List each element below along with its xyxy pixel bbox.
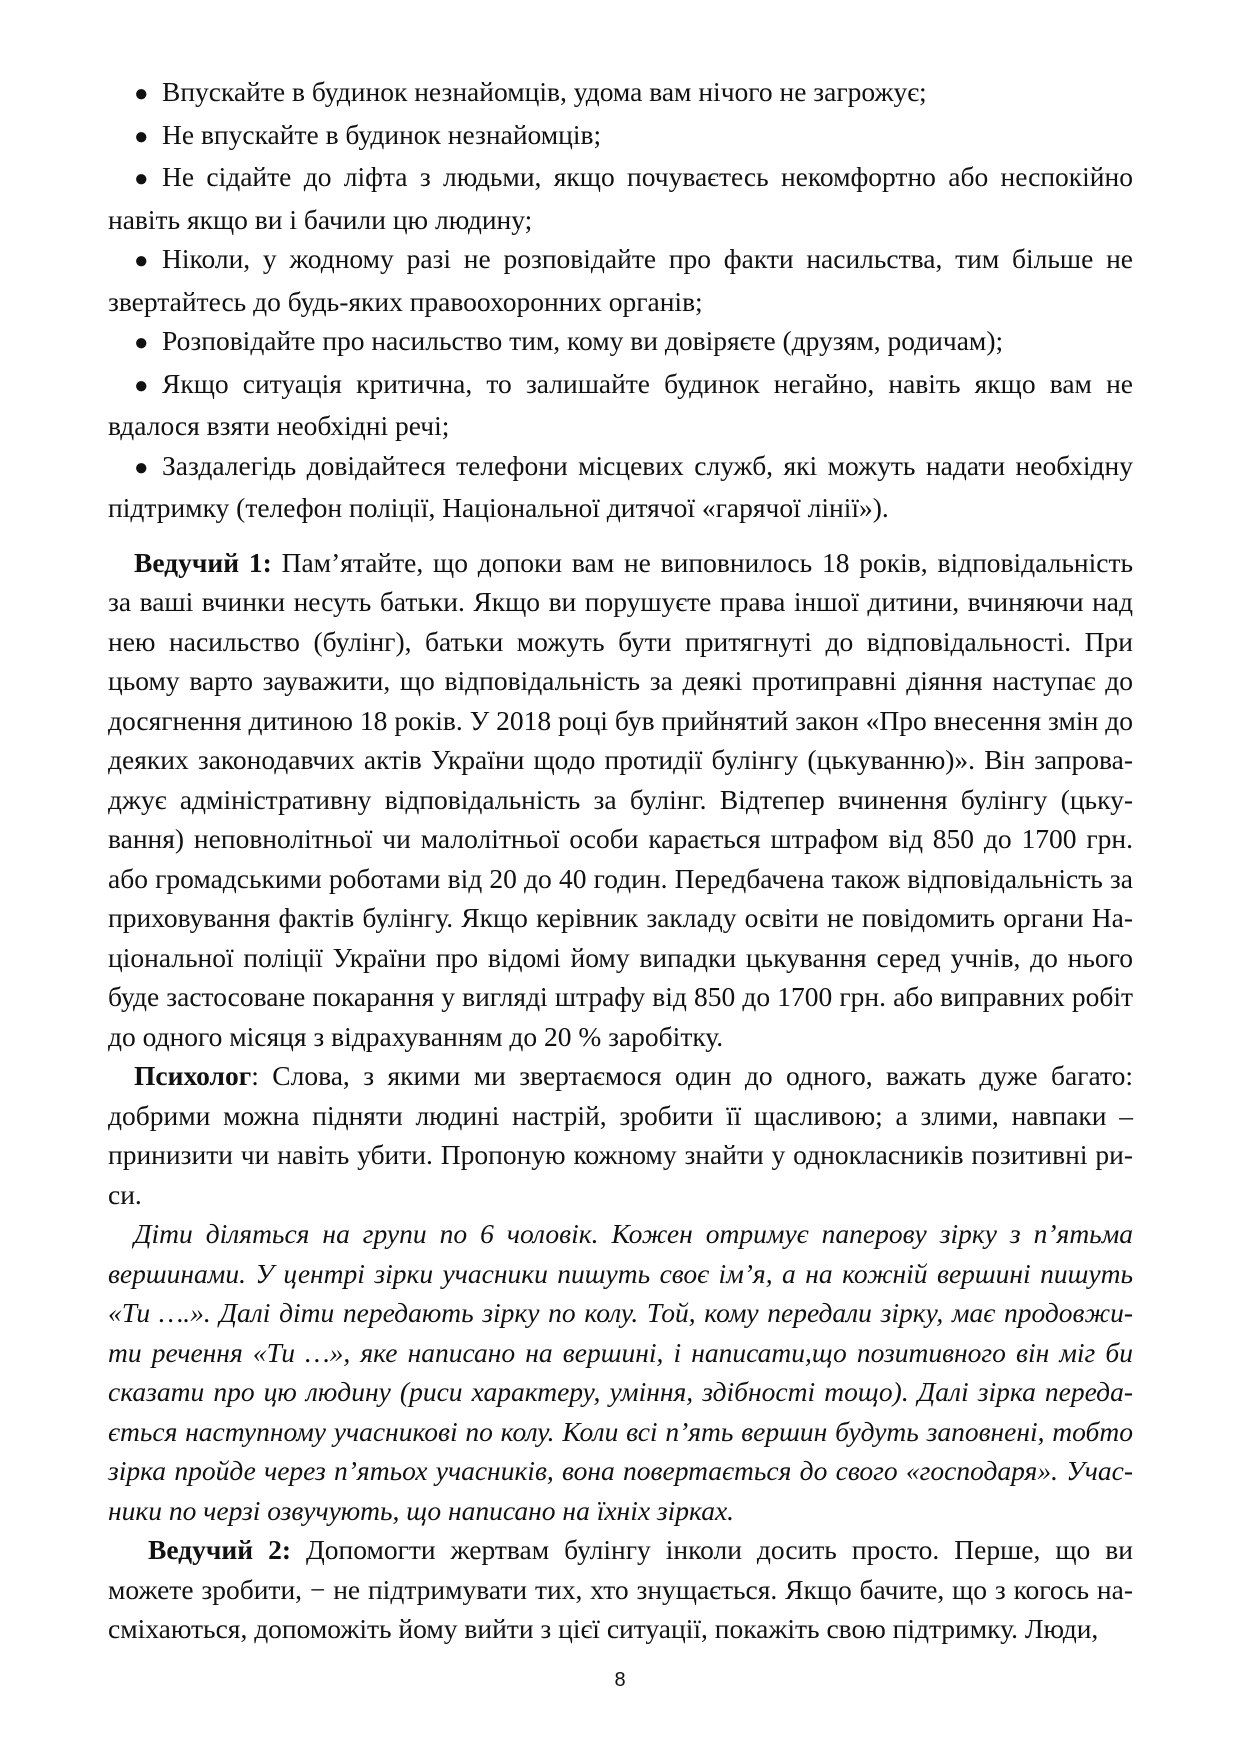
paragraph-psychologist: [108, 1056, 1133, 1214]
list-item-text: Розповідайте про насильство тим, кому ви довіряєте (друзям, родичам);: [162, 325, 1004, 356]
page-content: [108, 72, 1133, 1649]
list-item: [108, 157, 1133, 239]
bullet-icon: ●: [134, 81, 149, 107]
bullet-icon: ●: [134, 248, 149, 274]
bullet-icon: ●: [134, 330, 149, 356]
list-item: [108, 364, 1133, 446]
speaker-label: Ведучий 2:: [148, 1534, 291, 1565]
list-item: [108, 239, 1133, 321]
safety-rules-list: [108, 72, 1133, 528]
list-item-text: Не впускайте в будинок незнайомців;: [162, 118, 602, 150]
list-item-text: Заздалегідь довідайтеся телефони місцевих служб, які можуть надати необхідну підтримку (телефон поліції, Національної дитячої «гарячої лінії»).: [108, 449, 1133, 523]
list-item-text: Ніколи, у жодному разі не розповідайте про факти насильства, тим більше не звертайтесь до будь-яких правоохоронних органів;: [108, 243, 1133, 317]
list-item-text: Впускайте в будинок незнайомців, удома вам нічого не загрожує;: [162, 76, 927, 107]
list-item-text: Не сідайте до ліфта з людьми, якщо почуваєтесь некомфортно або неспокійно навіть якщо ви і бачили цю людину;: [108, 161, 1133, 235]
paragraph-text: Пам’ятайте, що допоки вам не виповнилось 18 років, відповідальність за ваші вчинки несуть батьки. Якщо ви порушуєте права іншої дитини, вчиняючи над нею насильство (булінг), батьки можуть бути притягнуті до відповідальності. При цьому варто зауважити, що відповідальність за деякі протиправні діяння наступає до досягнення дитиною 18 років. У 2018 році був прийнятий закон «Про внесення змін до деяких законодавчих актів України щодо протидії булінгу (цькуванню)». Він запроваджує адміністративну відповідальність за булінг. Відтепер вчинення булінгу (цькування) неповнолітньої чи малолітньої особи карається штрафом від 850 до 1700 грн. або громадськими роботами від 20 до 40 годин. Передбачена також відповідальність за приховування фактів булінгу. Якщо керівник закладу освіти не повідомить органи Національної поліції України про відомі йому випадки цькування серед учнів, до нього буде застосоване покарання у вигляді штрафу від 850 до 1700 грн. або виправних робіт до одного місяця з відрахуванням до 20 % заробітку.: [108, 546, 1134, 1052]
paragraph-activity-instructions: [108, 1214, 1133, 1530]
paragraph-text: : Слова, з якими ми звертаємося один до одного, важать дуже багато: добрими можна підняти людині настрій, зробити її щасливою; а злими, навпаки – принизити чи навіть убити. Пропоную кожному знайти у однокласників позитивні риси.: [108, 1060, 1133, 1210]
list-item: [108, 115, 1133, 158]
list-item-text: Якщо ситуація критична, то залишайте будинок негайно, навіть якщо вам не вдалося взяти необхідні речі;: [108, 367, 1133, 441]
paragraph-host-1: [108, 543, 1133, 1057]
page-number: 8: [614, 1669, 626, 1691]
bullet-icon: ●: [134, 372, 149, 399]
bullet-icon: ●: [134, 166, 149, 192]
list-item: [108, 72, 1133, 115]
list-item: [108, 321, 1133, 364]
bullet-icon: ●: [134, 123, 149, 150]
list-item: [108, 446, 1133, 528]
speaker-label: Психолог: [134, 1060, 252, 1091]
paragraph-text: Допомогти жертвам булінгу інколи досить просто. Перше, що ви можете зробити, − не підтримувати тих, хто знущається. Якщо бачите, що з когось насміхаються, допоможіть йому вийти з цієї ситуації, покажіть свою підтримку. Люди,: [108, 1534, 1134, 1644]
paragraph-text: Діти діляться на групи по 6 чоловік. Кожен отримує паперову зірку з п’ятьма вершинами. У центрі зірки учасники пишуть своє ім’я, а на кожній вершині пишуть «Ти ….». Далі діти передають зірку по колу. Той, кому передали зірку, має продовжити речення «Ти …», яке написано на вершині, і написати,що позитивного він міг би сказати про цю людину (риси характеру, уміння, здібності тощо). Далі зірка передається наступному учасникові по колу. Коли всі п’ять вершин будуть заповнені, тобто зірка пройде через п’ятьох учасників, вона повертається до свого «господаря». Учасники по черзі озвучують, що написано на їхніх зірках.: [108, 1218, 1133, 1526]
speaker-label: Ведучий 1:: [134, 546, 272, 578]
bullet-icon: ●: [134, 454, 149, 481]
paragraph-host-2: [108, 1530, 1133, 1649]
